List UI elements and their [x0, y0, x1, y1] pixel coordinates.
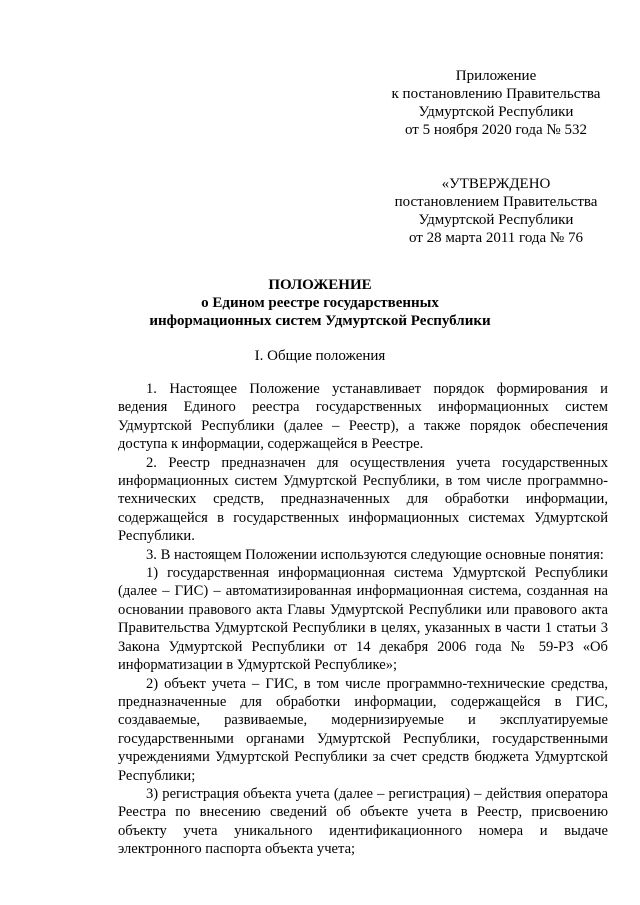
approved-line: «УТВЕРЖДЕНО: [441, 176, 551, 192]
appendix-stamp: [376, 67, 616, 139]
title-line: о Едином реестре государственных: [201, 295, 439, 311]
appendix-line: Приложение: [455, 68, 537, 84]
paragraph: 1) государственная информационная система Удмуртской Республики (далее – ГИС) – автоматизированная информационная система, созданная на основании правового акта Главы Удмуртской Республики или правового акта Правительства Удмуртской Республики в целях, указанных в части 1 статьи 3 Закона Удмуртской Республики от 14 декабря 2006 года № 59-РЗ «Об информатизации в Удмуртской Республике»;: [118, 565, 608, 674]
section-heading: I. Общие положения: [254, 348, 386, 364]
approved-line: от 28 марта 2011 года № 76: [409, 230, 583, 246]
paragraph: 3. В настоящем Положении используются следующие основные понятия:: [146, 546, 604, 563]
appendix-line: к постановлению Правительства: [391, 86, 601, 102]
paragraph: 2. Реестр предназначен для осуществления учета государственных информационных систем Удмуртской Республики, в том числе программно-технических средств, предназначенных для обработки информации, содержащейся в государственных информационных системах Удмуртской Республики.: [118, 454, 608, 545]
paragraph: 3) регистрация объекта учета (далее – регистрация) – действия оператора Реестра по внесению сведений об объекте учета в Реестр, присвоению объекту учета уникального идентификационного номера и выдаче электронного паспорта объекта учета;: [118, 785, 608, 858]
title-line: информационных систем Удмуртской Республики: [149, 313, 491, 329]
document-body: [118, 380, 608, 859]
title-heading: ПОЛОЖЕНИЕ: [268, 277, 372, 293]
approved-line: постановлением Правительства: [394, 194, 598, 210]
document-title: [30, 276, 610, 330]
paragraph: 2) объект учета – ГИС, в том числе программно-технические средства, предназначенные для обработки информации, содержащейся в ГИС, создаваемые, развиваемые, модернизируемые и эксплуатируемые государственными органами Удмуртской Республики, государственными учреждениями Удмуртской Республики за счет средств бюджета Удмуртской Республики;: [118, 675, 608, 784]
approved-stamp: [376, 175, 616, 247]
appendix-line: от 5 ноября 2020 года № 532: [405, 122, 587, 138]
appendix-line: Удмуртской Республики: [418, 104, 574, 120]
paragraph: 1. Настоящее Положение устанавливает порядок формирования и ведения Единого реестра государственных информационных систем Удмуртской Республики (далее – Реестр), а также порядок обеспечения доступа к информации, содержащейся в Реестре.: [118, 381, 608, 453]
approved-line: Удмуртской Республики: [418, 212, 574, 228]
